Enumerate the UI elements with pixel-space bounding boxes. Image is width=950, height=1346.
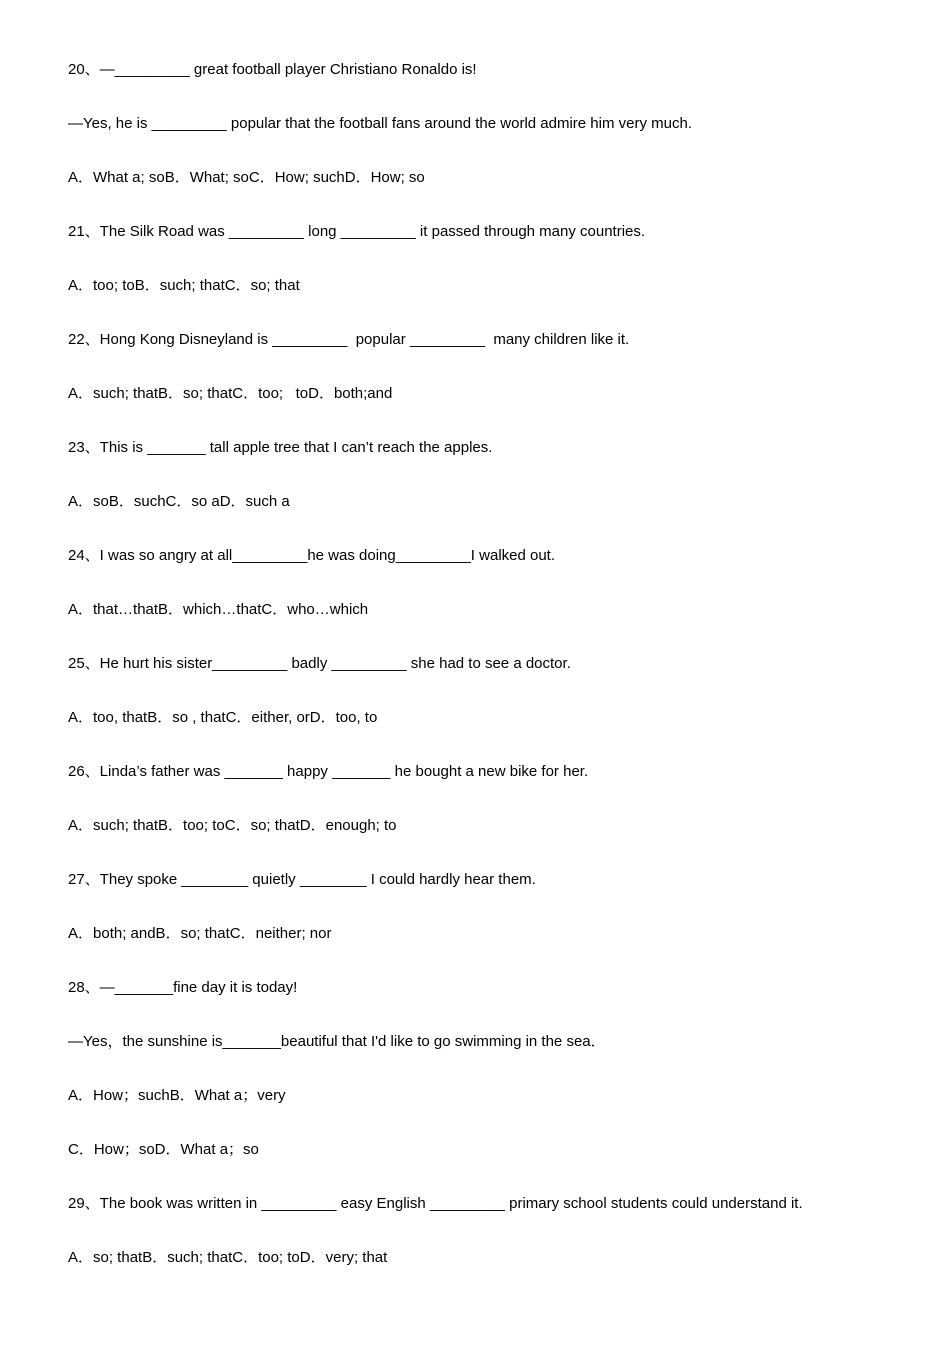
question-27-stem: 27、They spoke ________ quietly ________ I could hardly hear them. [68, 871, 536, 888]
question-20-options: A．What a; soB．What; soC．How; suchD．How; so [68, 169, 425, 186]
question-21-options: A．too; toB．such; thatC．so; that [68, 277, 300, 294]
question-28-options-cd: C．How；soD．What a；so [68, 1141, 259, 1158]
question-20-stem-cont: —Yes, he is _________ popular that the football fans around the world admire him very much. [68, 115, 692, 132]
question-24-stem: 24、I was so angry at all_________he was doing_________I walked out. [68, 547, 556, 564]
question-20-stem: 20、—_________ great football player Christiano Ronaldo is! [68, 61, 477, 78]
question-22-options: A．such; thatB．so; thatC．too; toD．both;and [68, 385, 393, 402]
question-28-stem: 28、—_______fine day it is today! [68, 979, 298, 996]
question-22-stem: 22、Hong Kong Disneyland is _________ popular _________ many children like it. [68, 331, 630, 348]
question-25-options: A．too, thatB．so , thatC．either, orD．too, to [68, 709, 378, 726]
question-29-options: A．so; thatB．such; thatC．too; toD．very; that [68, 1249, 388, 1266]
question-21-stem: 21、The Silk Road was _________ long _________ it passed through many countries. [68, 223, 646, 240]
question-26-stem: 26、Linda’s father was _______ happy _______ he bought a new bike for her. [68, 763, 589, 780]
question-23-stem: 23、This is _______ tall apple tree that I can’t reach the apples. [68, 439, 493, 456]
question-23-options: A．soB．suchC．so aD．such a [68, 493, 290, 510]
question-26-options: A．such; thatB．too; toC．so; thatD．enough; to [68, 817, 397, 834]
question-29-stem: 29、The book was written in _________ easy English _________ primary school students could understand it. [68, 1195, 803, 1212]
question-27-options: A．both; andB．so; thatC．neither; nor [68, 925, 332, 942]
question-24-options: A．that…thatB．which…thatC．who…which [68, 601, 369, 618]
question-25-stem: 25、He hurt his sister_________ badly _________ she had to see a doctor. [68, 655, 571, 672]
question-28-options-ab: A．How；suchB．What a；very [68, 1087, 286, 1104]
question-28-stem-cont: —Yes，the sunshine is_______beautiful that I'd like to go swimming in the sea． [68, 1033, 606, 1050]
